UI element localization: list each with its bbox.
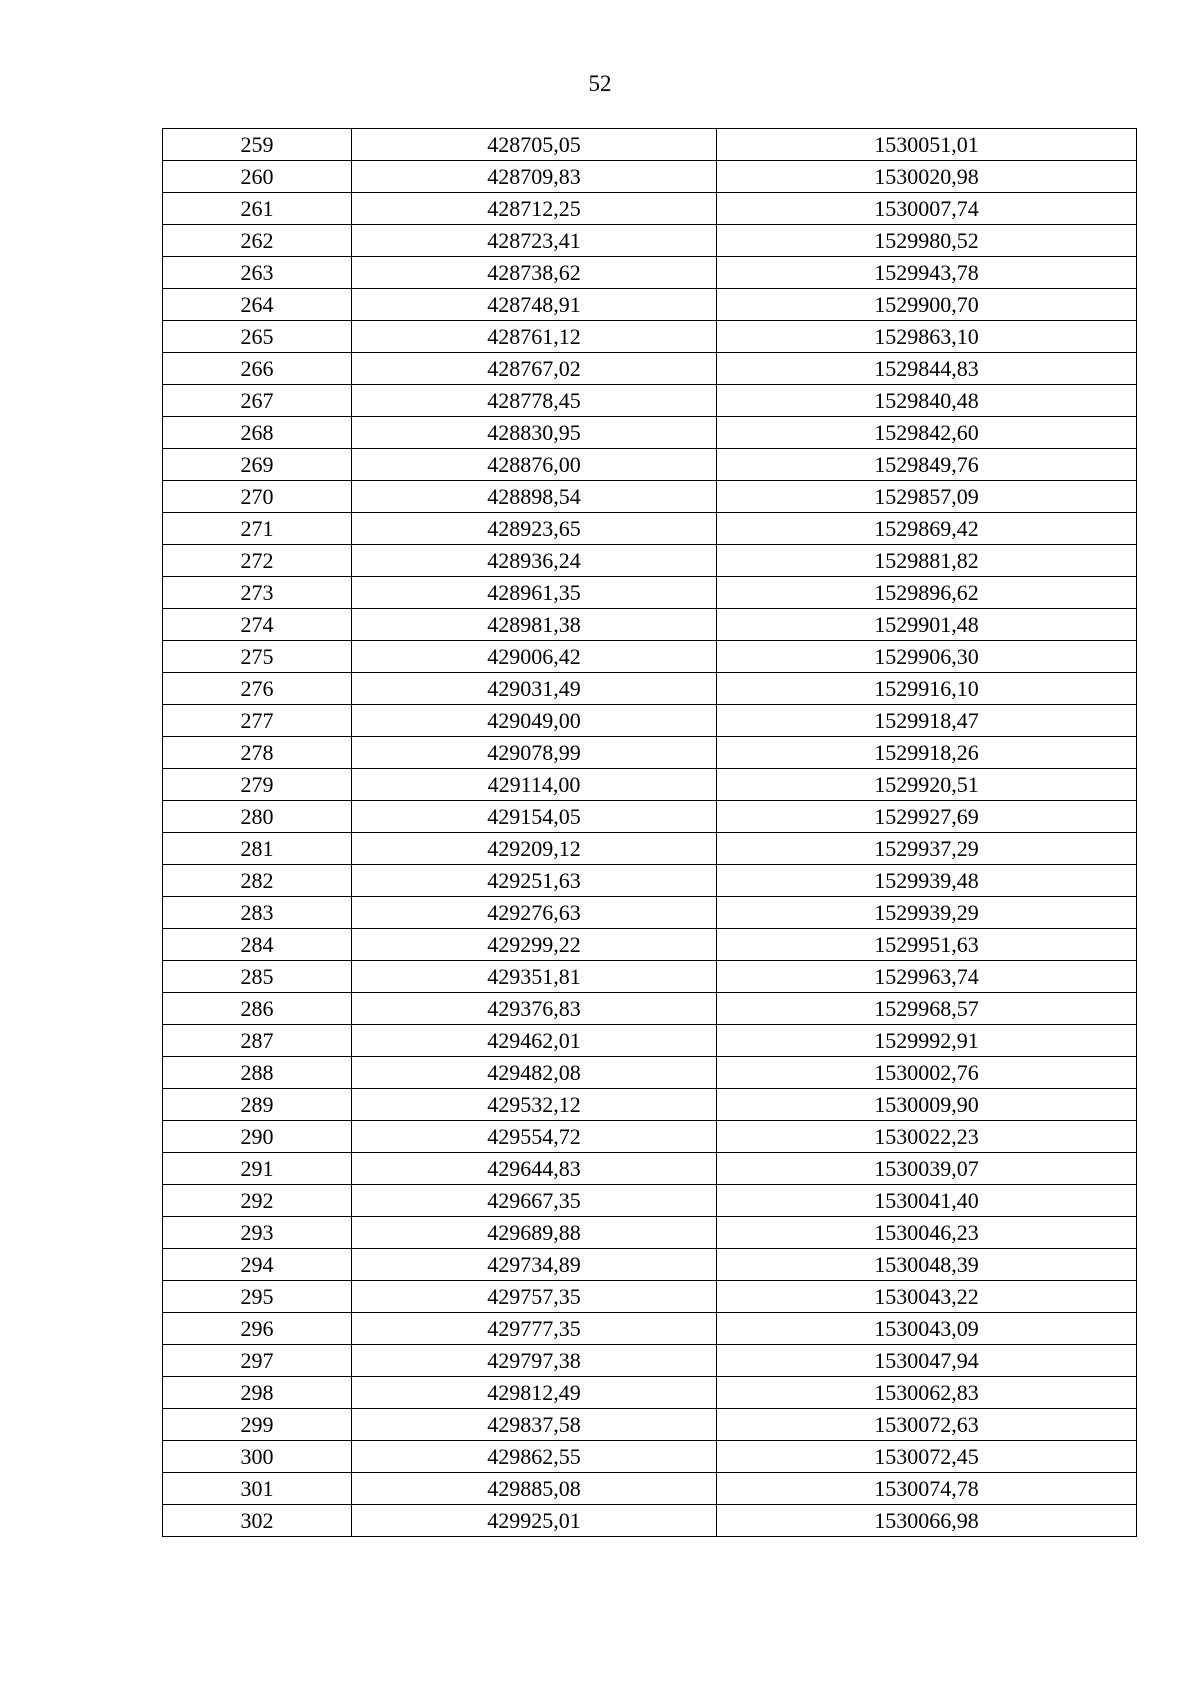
y-coordinate-cell: 1529968,57 (717, 993, 1137, 1025)
page-number: 52 (588, 71, 612, 96)
y-coordinate-cell: 1529844,83 (717, 353, 1137, 385)
point-number-cell: 298 (163, 1377, 352, 1409)
x-coordinate-cell: 429885,08 (352, 1473, 717, 1505)
y-coordinate-cell: 1530007,74 (717, 193, 1137, 225)
table-row (163, 1377, 1137, 1409)
point-number-cell: 290 (163, 1121, 352, 1153)
y-coordinate-cell: 1529916,10 (717, 673, 1137, 705)
table-row (163, 641, 1137, 673)
x-coordinate-cell: 428876,00 (352, 449, 717, 481)
y-coordinate-cell: 1530072,45 (717, 1441, 1137, 1473)
x-coordinate-cell: 428712,25 (352, 193, 717, 225)
point-number-cell: 297 (163, 1345, 352, 1377)
y-coordinate-cell: 1530039,07 (717, 1153, 1137, 1185)
x-coordinate-cell: 428761,12 (352, 321, 717, 353)
y-coordinate-cell: 1530020,98 (717, 161, 1137, 193)
table-row (163, 865, 1137, 897)
y-coordinate-cell: 1530072,63 (717, 1409, 1137, 1441)
y-coordinate-cell: 1529840,48 (717, 385, 1137, 417)
point-number-cell: 302 (163, 1505, 352, 1537)
y-coordinate-cell: 1530062,83 (717, 1377, 1137, 1409)
point-number-cell: 264 (163, 289, 352, 321)
x-coordinate-cell: 428738,62 (352, 257, 717, 289)
x-coordinate-cell: 429925,01 (352, 1505, 717, 1537)
point-number-cell: 267 (163, 385, 352, 417)
y-coordinate-cell: 1530022,23 (717, 1121, 1137, 1153)
point-number-cell: 259 (163, 129, 352, 161)
table-row (163, 993, 1137, 1025)
point-number-cell: 289 (163, 1089, 352, 1121)
point-number-cell: 262 (163, 225, 352, 257)
point-number-cell: 282 (163, 865, 352, 897)
x-coordinate-cell: 429644,83 (352, 1153, 717, 1185)
point-number-cell: 277 (163, 705, 352, 737)
y-coordinate-cell: 1530048,39 (717, 1249, 1137, 1281)
point-number-cell: 273 (163, 577, 352, 609)
point-number-cell: 275 (163, 641, 352, 673)
table-row (163, 513, 1137, 545)
point-number-cell: 293 (163, 1217, 352, 1249)
x-coordinate-cell: 429734,89 (352, 1249, 717, 1281)
table-row (163, 1441, 1137, 1473)
y-coordinate-cell: 1530041,40 (717, 1185, 1137, 1217)
table-row (163, 673, 1137, 705)
point-number-cell: 276 (163, 673, 352, 705)
point-number-cell: 270 (163, 481, 352, 513)
table-row (163, 1409, 1137, 1441)
x-coordinate-cell: 429797,38 (352, 1345, 717, 1377)
y-coordinate-cell: 1529906,30 (717, 641, 1137, 673)
y-coordinate-cell: 1529918,47 (717, 705, 1137, 737)
point-number-cell: 300 (163, 1441, 352, 1473)
point-number-cell: 279 (163, 769, 352, 801)
point-number-cell: 284 (163, 929, 352, 961)
point-number-cell: 263 (163, 257, 352, 289)
table-row (163, 353, 1137, 385)
table-row (163, 161, 1137, 193)
x-coordinate-cell: 428830,95 (352, 417, 717, 449)
y-coordinate-cell: 1530066,98 (717, 1505, 1137, 1537)
table-row (163, 897, 1137, 929)
x-coordinate-cell: 429757,35 (352, 1281, 717, 1313)
table-row (163, 1217, 1137, 1249)
x-coordinate-cell: 429462,01 (352, 1025, 717, 1057)
table-row (163, 481, 1137, 513)
y-coordinate-cell: 1529896,62 (717, 577, 1137, 609)
x-coordinate-cell: 429777,35 (352, 1313, 717, 1345)
y-coordinate-cell: 1530051,01 (717, 129, 1137, 161)
x-coordinate-cell: 428709,83 (352, 161, 717, 193)
y-coordinate-cell: 1529842,60 (717, 417, 1137, 449)
table-row (163, 705, 1137, 737)
point-number-cell: 288 (163, 1057, 352, 1089)
point-number-cell: 268 (163, 417, 352, 449)
y-coordinate-cell: 1529863,10 (717, 321, 1137, 353)
table-row (163, 257, 1137, 289)
y-coordinate-cell: 1529920,51 (717, 769, 1137, 801)
x-coordinate-cell: 428767,02 (352, 353, 717, 385)
table-row (163, 417, 1137, 449)
x-coordinate-cell: 429554,72 (352, 1121, 717, 1153)
table-row (163, 1121, 1137, 1153)
x-coordinate-cell: 429154,05 (352, 801, 717, 833)
y-coordinate-cell: 1529992,91 (717, 1025, 1137, 1057)
table-row (163, 449, 1137, 481)
point-number-cell: 266 (163, 353, 352, 385)
table-row (163, 193, 1137, 225)
y-coordinate-cell: 1530047,94 (717, 1345, 1137, 1377)
point-number-cell: 281 (163, 833, 352, 865)
x-coordinate-cell: 429532,12 (352, 1089, 717, 1121)
table-row (163, 129, 1137, 161)
y-coordinate-cell: 1529901,48 (717, 609, 1137, 641)
x-coordinate-cell: 429276,63 (352, 897, 717, 929)
y-coordinate-cell: 1529881,82 (717, 545, 1137, 577)
table-row (163, 609, 1137, 641)
table-row (163, 1089, 1137, 1121)
y-coordinate-cell: 1529900,70 (717, 289, 1137, 321)
x-coordinate-cell: 428981,38 (352, 609, 717, 641)
point-number-cell: 292 (163, 1185, 352, 1217)
point-number-cell: 265 (163, 321, 352, 353)
table-row (163, 1025, 1137, 1057)
x-coordinate-cell: 429006,42 (352, 641, 717, 673)
point-number-cell: 260 (163, 161, 352, 193)
y-coordinate-cell: 1529951,63 (717, 929, 1137, 961)
x-coordinate-cell: 429667,35 (352, 1185, 717, 1217)
point-number-cell: 294 (163, 1249, 352, 1281)
coordinates-table-body (163, 129, 1137, 1537)
x-coordinate-cell: 429689,88 (352, 1217, 717, 1249)
y-coordinate-cell: 1529857,09 (717, 481, 1137, 513)
x-coordinate-cell: 429078,99 (352, 737, 717, 769)
x-coordinate-cell: 429049,00 (352, 705, 717, 737)
point-number-cell: 287 (163, 1025, 352, 1057)
point-number-cell: 296 (163, 1313, 352, 1345)
point-number-cell: 261 (163, 193, 352, 225)
table-row (163, 289, 1137, 321)
point-number-cell: 301 (163, 1473, 352, 1505)
point-number-cell: 280 (163, 801, 352, 833)
y-coordinate-cell: 1529963,74 (717, 961, 1137, 993)
table-row (163, 1185, 1137, 1217)
x-coordinate-cell: 429209,12 (352, 833, 717, 865)
x-coordinate-cell: 428705,05 (352, 129, 717, 161)
y-coordinate-cell: 1530043,22 (717, 1281, 1137, 1313)
point-number-cell: 286 (163, 993, 352, 1025)
y-coordinate-cell: 1529927,69 (717, 801, 1137, 833)
table-row (163, 1473, 1137, 1505)
y-coordinate-cell: 1530002,76 (717, 1057, 1137, 1089)
table-row (163, 801, 1137, 833)
table-row (163, 961, 1137, 993)
table-row (163, 1153, 1137, 1185)
x-coordinate-cell: 428961,35 (352, 577, 717, 609)
x-coordinate-cell: 429031,49 (352, 673, 717, 705)
y-coordinate-cell: 1529918,26 (717, 737, 1137, 769)
x-coordinate-cell: 429251,63 (352, 865, 717, 897)
table-row (163, 1345, 1137, 1377)
y-coordinate-cell: 1529937,29 (717, 833, 1137, 865)
x-coordinate-cell: 428778,45 (352, 385, 717, 417)
x-coordinate-cell: 429837,58 (352, 1409, 717, 1441)
y-coordinate-cell: 1529939,29 (717, 897, 1137, 929)
table-row (163, 1313, 1137, 1345)
x-coordinate-cell: 428723,41 (352, 225, 717, 257)
y-coordinate-cell: 1529869,42 (717, 513, 1137, 545)
point-number-cell: 295 (163, 1281, 352, 1313)
table-row (163, 577, 1137, 609)
x-coordinate-cell: 429862,55 (352, 1441, 717, 1473)
point-number-cell: 291 (163, 1153, 352, 1185)
table-row (163, 1249, 1137, 1281)
coordinates-table (162, 128, 1137, 1537)
y-coordinate-cell: 1530009,90 (717, 1089, 1137, 1121)
x-coordinate-cell: 428936,24 (352, 545, 717, 577)
point-number-cell: 272 (163, 545, 352, 577)
table-row (163, 1505, 1137, 1537)
table-row (163, 929, 1137, 961)
y-coordinate-cell: 1530074,78 (717, 1473, 1137, 1505)
table-row (163, 1281, 1137, 1313)
y-coordinate-cell: 1530043,09 (717, 1313, 1137, 1345)
x-coordinate-cell: 429376,83 (352, 993, 717, 1025)
y-coordinate-cell: 1529980,52 (717, 225, 1137, 257)
table-row (163, 321, 1137, 353)
x-coordinate-cell: 429482,08 (352, 1057, 717, 1089)
point-number-cell: 283 (163, 897, 352, 929)
table-row (163, 385, 1137, 417)
y-coordinate-cell: 1529939,48 (717, 865, 1137, 897)
table-row (163, 833, 1137, 865)
y-coordinate-cell: 1529849,76 (717, 449, 1137, 481)
point-number-cell: 285 (163, 961, 352, 993)
table-row (163, 225, 1137, 257)
point-number-cell: 269 (163, 449, 352, 481)
x-coordinate-cell: 429351,81 (352, 961, 717, 993)
x-coordinate-cell: 428748,91 (352, 289, 717, 321)
point-number-cell: 278 (163, 737, 352, 769)
x-coordinate-cell: 428923,65 (352, 513, 717, 545)
table-row (163, 545, 1137, 577)
point-number-cell: 299 (163, 1409, 352, 1441)
point-number-cell: 274 (163, 609, 352, 641)
x-coordinate-cell: 428898,54 (352, 481, 717, 513)
table-row (163, 1057, 1137, 1089)
x-coordinate-cell: 429812,49 (352, 1377, 717, 1409)
table-row (163, 769, 1137, 801)
y-coordinate-cell: 1529943,78 (717, 257, 1137, 289)
x-coordinate-cell: 429299,22 (352, 929, 717, 961)
point-number-cell: 271 (163, 513, 352, 545)
table-row (163, 737, 1137, 769)
x-coordinate-cell: 429114,00 (352, 769, 717, 801)
y-coordinate-cell: 1530046,23 (717, 1217, 1137, 1249)
